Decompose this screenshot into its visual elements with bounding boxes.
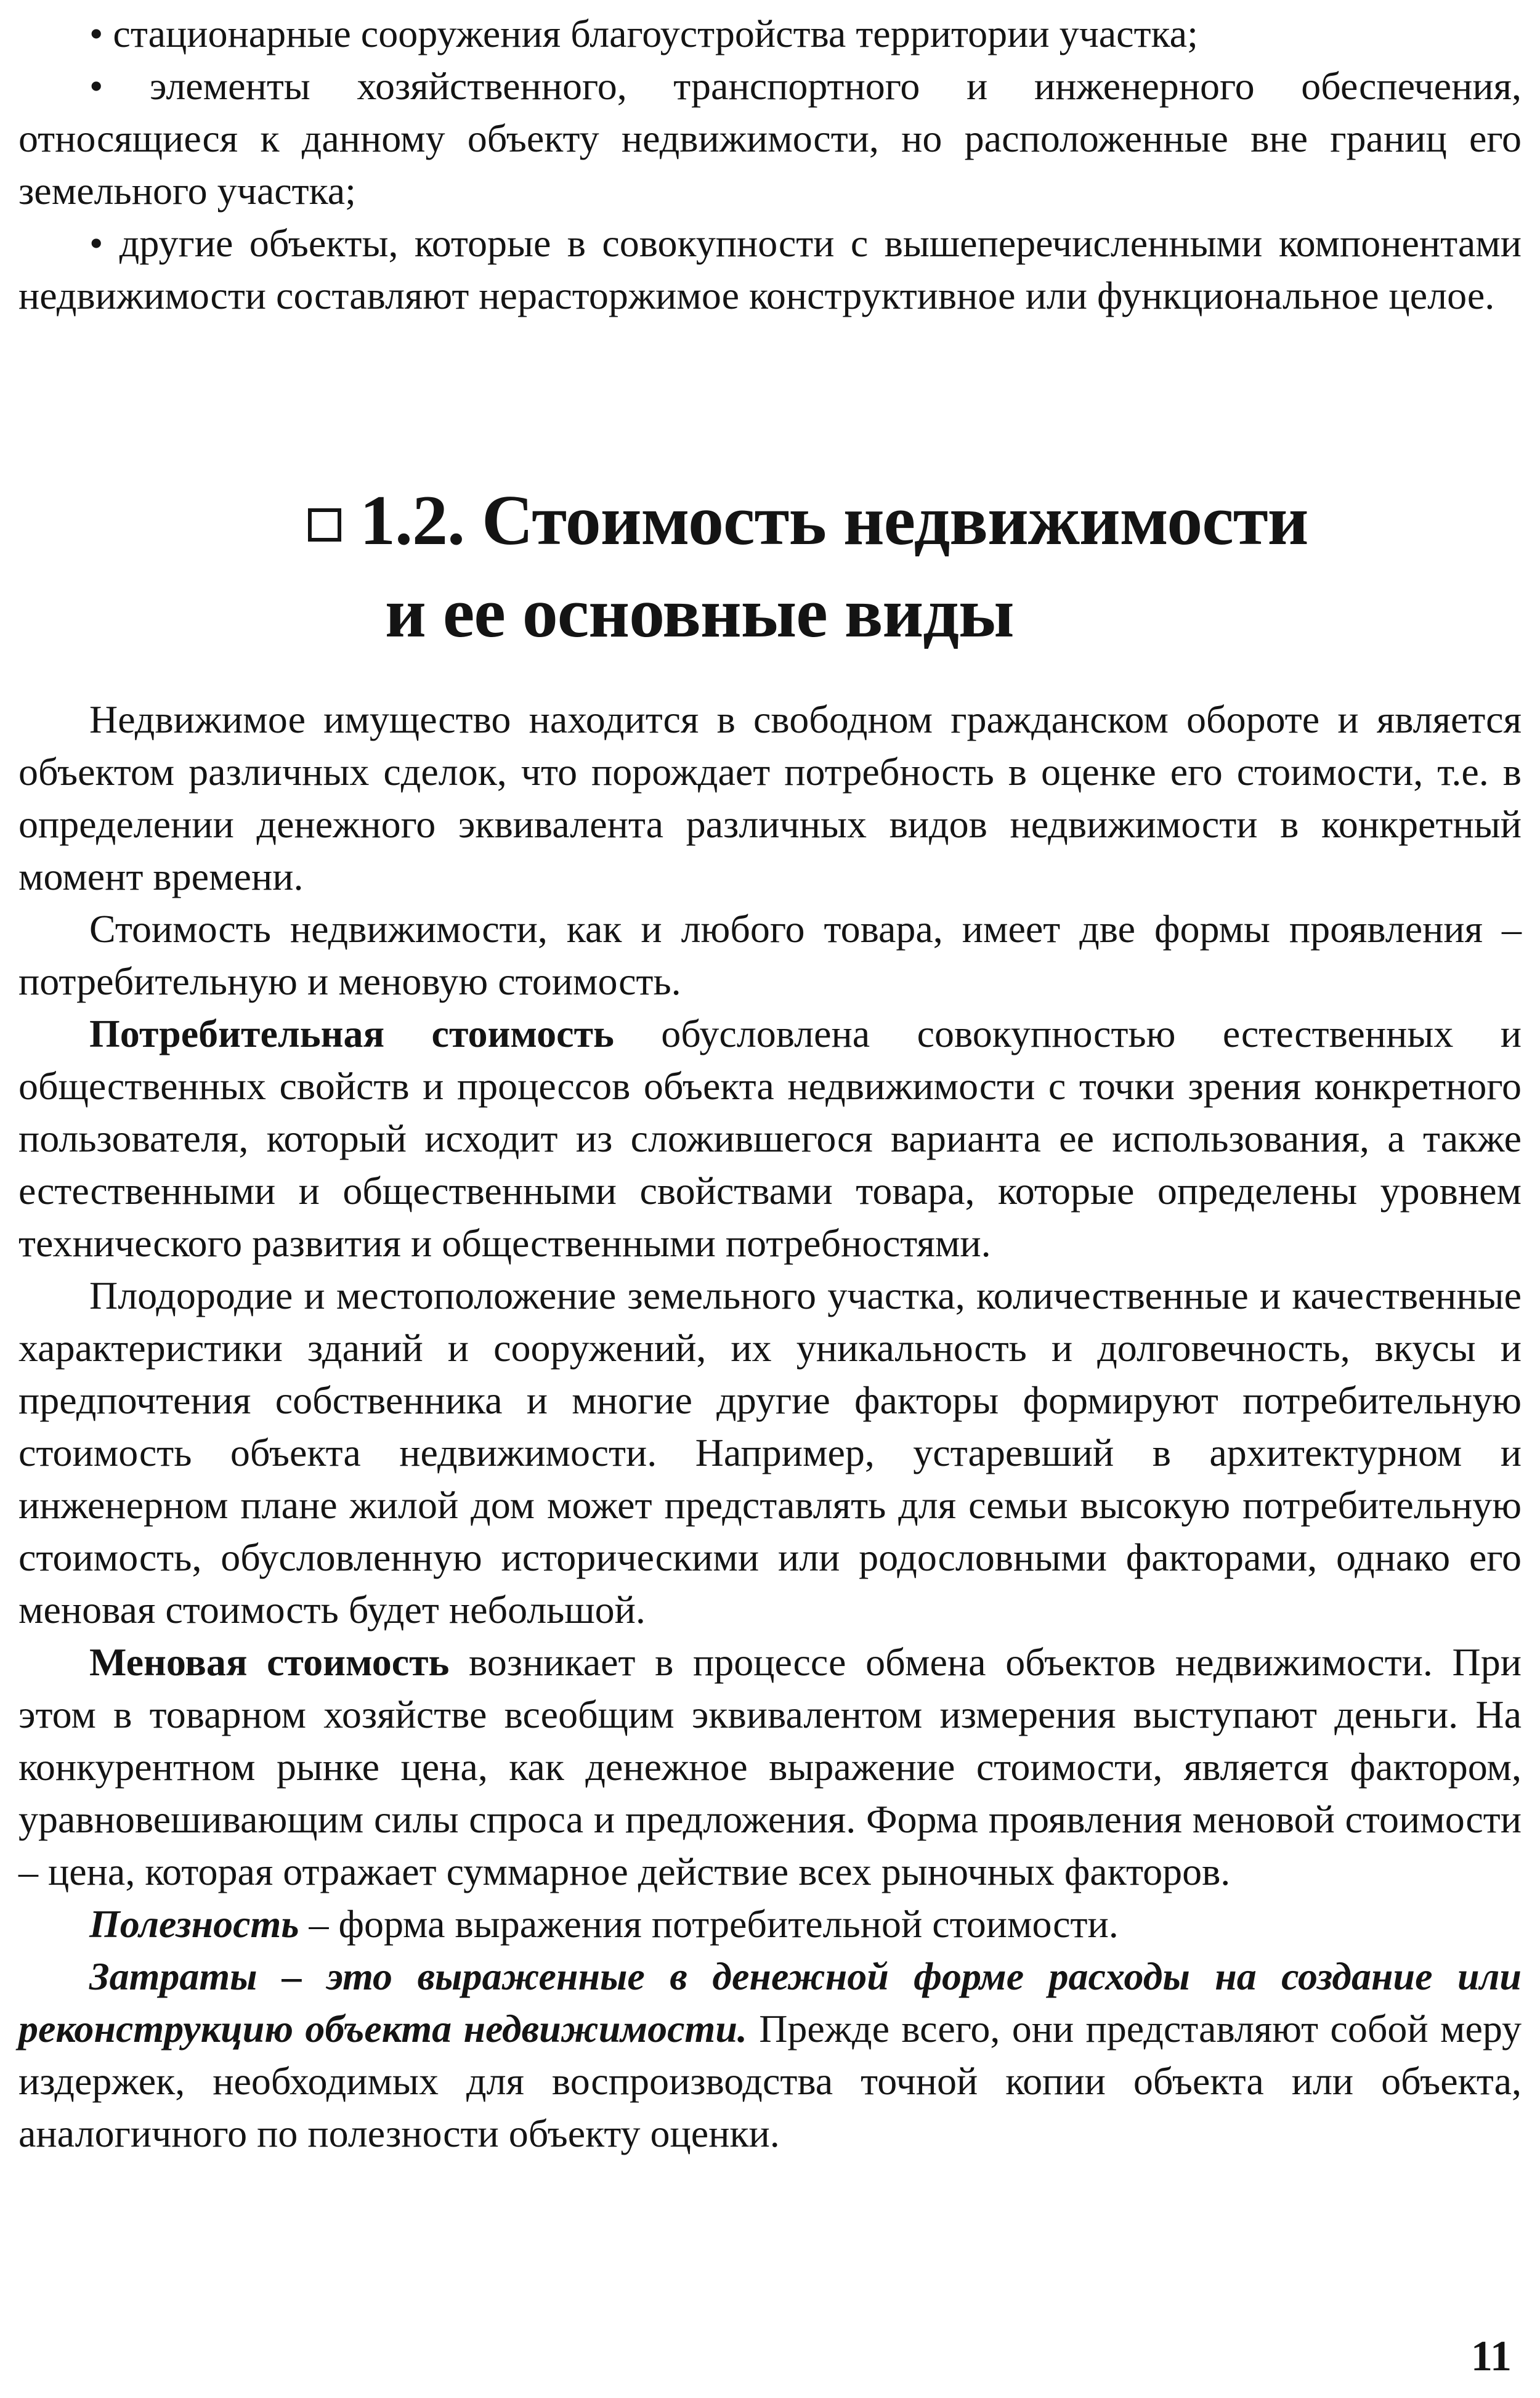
- section-body: [18, 693, 1522, 2160]
- paragraph: [18, 1898, 1522, 1950]
- paragraph: Стоимость недвижимости, как и любого товара, имеет две формы проявления – потребительную и меновую стоимость.: [18, 907, 1522, 1003]
- paragraph: [18, 1636, 1522, 1898]
- square-bullet-icon: [308, 508, 341, 542]
- bullet-item: • элементы хозяйственного, транспортного и инженерного обеспечения, относящиеся к данному объекту недвижимости, но расположенные вне границ его земельного участка;: [18, 64, 1522, 213]
- book-page: [18, 0, 1522, 2398]
- paragraph-text: – форма выражения потребительной стоимости.: [299, 1902, 1119, 1946]
- section-title: 1.2. Стоимость недвижимости: [360, 481, 1308, 560]
- term-costs-definition: Затраты – это выраженные в денежной форме расходы на создание или реконструкцию объекта недвижимости.: [18, 1954, 1522, 2050]
- paragraph-text: Прежде всего, они представляют собой меру издержек, необходимых для воспроизводства точной копии объекта или объекта, аналогичного по полезности объекту оценки.: [18, 2007, 1522, 2155]
- term-utility: Полезность: [89, 1902, 299, 1946]
- paragraph: Плодородие и местоположение земельного участка, количественные и качественные характеристики зданий и сооружений, их уникальность и долговечность, вкусы и предпочтения собственника и многие другие факторы формируют потребительную стоимость объекта недвижимости. Например, устаревший в архитектурном и инженерном плане жилой дом может представлять для семьи высокую потребительную стоимость, обусловленную историческими или родословными факторами, однако его меновая стоимость будет небольшой.: [18, 1274, 1522, 1632]
- bullet-list: [18, 0, 1522, 322]
- bullet-item: • другие объекты, которые в совокупности с вышеперечисленными компонентами недвижимости составляют нерасторжимое конструктивное или функциональное целое.: [18, 221, 1522, 317]
- page-number: 11: [1470, 2333, 1512, 2380]
- paragraph-text: обусловлена совокупностью естественных и общественных свойств и процессов объекта недвижимости с точки зрения конкретного пользователя, который исходит из сложившегося варианта ее использования, а также естественными и общественными свойствами товара, которые определены уровнем технического развития и общественными потребностями.: [18, 1012, 1522, 1265]
- paragraph-text: возникает в процессе обмена объектов недвижимости. При этом в товарном хозяйстве всеобщим эквивалентом измерения выступают деньги. На конкурентном рынке цена, как денежное выражение стоимости, является фактором, уравновешивающим силы спроса и предложения. Форма проявления меновой стоимости – цена, которая отражает суммарное действие всех рыночных факторов.: [18, 1640, 1522, 1893]
- paragraph: Недвижимое имущество находится в свободном гражданском обороте и является объектом различных сделок, что порождает потребность в оценке его стоимости, т.е. в определении денежного эквивалента различных видов недвижимости в конкретный момент времени.: [18, 697, 1522, 898]
- section-heading: [308, 474, 1417, 659]
- term-exchange-value: Меновая стоимость: [89, 1640, 450, 1684]
- paragraph: [18, 1950, 1522, 2160]
- term-use-value: Потребительная стоимость: [89, 1012, 614, 1055]
- bullet-item: • стационарные сооружения благоустройства территории участка;: [89, 12, 1198, 55]
- section-heading-line-2: и ее основные виды: [385, 574, 1014, 652]
- section-heading-line-1: [308, 474, 1417, 567]
- paragraph: [18, 1007, 1522, 1269]
